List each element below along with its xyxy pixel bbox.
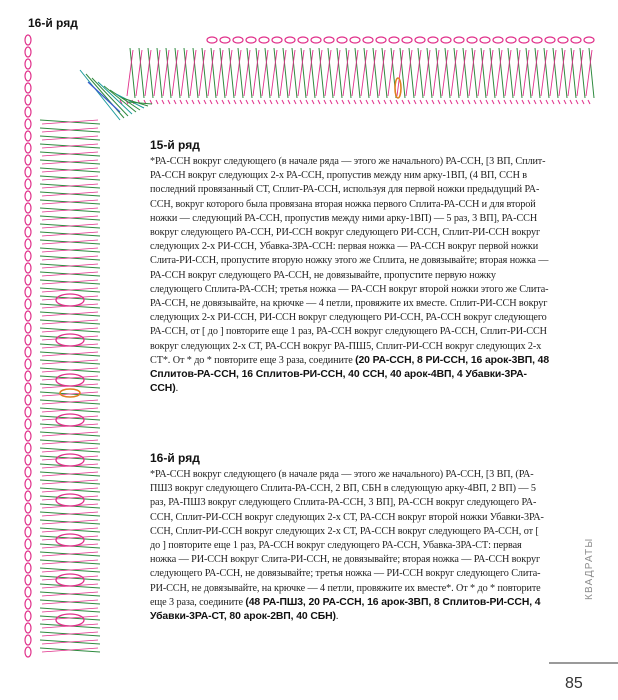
chain-stitch-symbol: [25, 359, 31, 369]
stitch-symbol: [354, 100, 356, 104]
chain-stitch-symbol: [25, 119, 31, 129]
stitch-symbol: [552, 100, 554, 104]
chain-stitch-symbol: [207, 37, 217, 43]
chain-stitch-symbol: [25, 479, 31, 489]
stitch-symbol: [168, 100, 170, 104]
chain-stitch-symbol: [25, 443, 31, 453]
chain-stitch-symbol: [493, 37, 503, 43]
stitch-symbol: [216, 100, 218, 104]
chain-stitch-symbol: [25, 539, 31, 549]
page-number-bar: [549, 662, 618, 664]
row-15-section: [150, 138, 550, 396]
chain-stitch-symbol: [402, 37, 412, 43]
row-16-title: 16-й ряд: [150, 451, 200, 465]
stitch-symbol: [462, 100, 464, 104]
chain-stitch-symbol: [25, 635, 31, 645]
chain-stitch-symbol: [25, 227, 31, 237]
stitch-symbol: [390, 100, 392, 104]
chain-stitch-symbol: [25, 419, 31, 429]
stitch-symbol: [228, 100, 230, 104]
chain-stitch-symbol: [25, 467, 31, 477]
page-number: 85: [565, 675, 583, 692]
cluster-stitch-symbol: [56, 534, 84, 546]
chain-stitch-symbol: [25, 587, 31, 597]
stitch-symbol: [162, 100, 164, 104]
stitch-symbol: [558, 100, 560, 104]
chain-stitch-symbol: [25, 575, 31, 585]
stitch-symbol: [402, 100, 404, 104]
chain-stitch-symbol: [25, 83, 31, 93]
stitch-symbol: [438, 100, 440, 104]
stitch-symbol: [546, 100, 548, 104]
stitch-symbol: [306, 100, 308, 104]
chain-stitch-symbol: [25, 179, 31, 189]
chain-stitch-symbol: [519, 37, 529, 43]
chain-stitch-symbol: [25, 59, 31, 69]
stitch-symbol: [318, 100, 320, 104]
stitch-symbol: [282, 100, 284, 104]
stitch-symbol: [366, 100, 368, 104]
stitch-symbol: [240, 100, 242, 104]
stitch-symbol: [576, 100, 578, 104]
chain-stitch-symbol: [25, 431, 31, 441]
stitch-symbol: [246, 100, 248, 104]
stitch-symbol: [204, 100, 206, 104]
stitch-symbol: [270, 100, 272, 104]
chain-stitch-symbol: [272, 37, 282, 43]
stitch-symbol: [510, 100, 512, 104]
chain-stitch-symbol: [25, 251, 31, 261]
chain-stitch-symbol: [25, 323, 31, 333]
stitch-symbol: [522, 100, 524, 104]
chain-stitch-symbol: [454, 37, 464, 43]
stitch-symbol: [300, 100, 302, 104]
chain-stitch-symbol: [467, 37, 477, 43]
stitch-symbol: [288, 100, 290, 104]
stitch-symbol: [384, 100, 386, 104]
stitch-symbol: [276, 100, 278, 104]
stitch-symbol: [264, 100, 266, 104]
stitch-symbol: [378, 100, 380, 104]
cluster-stitch-symbol: [56, 414, 84, 426]
chain-stitch-symbol: [25, 563, 31, 573]
stitch-symbol: [360, 100, 362, 104]
row-15-instructions: [150, 155, 550, 396]
stitch-symbol: [80, 70, 120, 120]
chain-stitch-symbol: [389, 37, 399, 43]
stitch-symbol: [180, 100, 182, 104]
stitch-symbol: [348, 100, 350, 104]
stitch-symbol: [98, 82, 132, 114]
chain-stitch-symbol: [350, 37, 360, 43]
chain-stitch-symbol: [25, 275, 31, 285]
stitch-symbol: [336, 100, 338, 104]
row-16-text: *РА-ССН вокруг следующего (в начале ряда — этого же начального) РА-ССН, [3 ВП, (РА-ПШ3 вокруг следующего Сплита-РА-ССН, 2 ВП, СБН в следующую арку-4ВП, 2 ВП) — 5 раз, РА-ПШ3 вокруг следующего Сплита-РА-ССН, 3 ВП], РА-ССН вокруг следующего РА-ССН, Сплит-РИ-ССН вокруг следующих 2-х СТ, РА-ССН вокруг второй ножки Убавки-3РА-ССН, Сплит-РИ-ССН вокруг следующих 2-х СТ, РА-ССН вокруг следующего РА-ССН, от [ до ] повторите еще 1 раз, РА-ССН вокруг следующего РА-ССН, Убавка-3РА-СТ: первая ножка — РИ-ССН вокруг Слита-РИ-ССН, не довязывайте; вторая ножка — РА-ССН вокруг следующего РА-ССН, не довязывайте; третья ножка — РИ-ССН вокруг следующего Слита-РИ-ССН, не довязывайте, на крючке — 4 петли, провяжите их вместе*. От * до * повторите еще 3 раза, соедините: [150, 469, 544, 608]
row-16-header: 16-й ряд: [28, 16, 78, 30]
chain-stitch-symbol: [441, 37, 451, 43]
chain-stitch-symbol: [363, 37, 373, 43]
stitch-symbol: [486, 100, 488, 104]
stitch-symbol: [342, 100, 344, 104]
stitch-symbol: [294, 100, 296, 104]
chain-stitch-symbol: [25, 287, 31, 297]
stitch-symbol: [414, 100, 416, 104]
stitch-symbol: [480, 100, 482, 104]
stitch-symbol: [498, 100, 500, 104]
chain-stitch-symbol: [25, 215, 31, 225]
chain-stitch-symbol: [25, 311, 31, 321]
row-15-end: .: [175, 383, 179, 395]
stitch-symbol: [516, 100, 518, 104]
stitch-symbol: [122, 98, 148, 106]
stitch-symbol: [324, 100, 326, 104]
stitch-symbol: [456, 100, 458, 104]
stitch-symbol: [198, 100, 200, 104]
cluster-stitch-symbol: [56, 294, 84, 306]
chain-stitch-symbol: [532, 37, 542, 43]
chain-stitch-symbol: [25, 299, 31, 309]
chain-stitch-symbol: [25, 623, 31, 633]
row-16-summary: (48 РА-ПШ3, 20 РА-ССН, 16 арок-3ВП, 8 Сплитов-РИ-ССН, 4 Убавки-3РА-СТ, 80 арок-2ВП, 40 СБН): [150, 596, 541, 623]
stitch-symbol: [588, 100, 590, 104]
cluster-stitch-symbol: [56, 494, 84, 506]
stitch-symbol: [330, 100, 332, 104]
chain-stitch-symbol: [584, 37, 594, 43]
cluster-stitch-symbol: [56, 374, 84, 386]
chain-stitch-symbol: [25, 155, 31, 165]
chain-stitch-symbol: [246, 37, 256, 43]
row-16-instructions: [150, 468, 550, 624]
chain-stitch-symbol: [25, 107, 31, 117]
row-15-summary: (20 РА-ССН, 8 РИ-ССН, 16 арок-3ВП, 48 Сплитов-РА-ССН, 16 Сплитов-РИ-ССН, 40 ССН, 40 арок-4ВП, 4 Убавки-3РА-ССН): [150, 354, 550, 395]
chain-stitch-symbol: [311, 37, 321, 43]
stitch-symbol: [570, 100, 572, 104]
chain-stitch-symbol: [428, 37, 438, 43]
stitch-symbol: [234, 100, 236, 104]
stitch-symbol: [372, 100, 374, 104]
stitch-symbol: [210, 100, 212, 104]
chain-stitch-symbol: [25, 407, 31, 417]
stitch-symbol: [258, 100, 260, 104]
chain-stitch-symbol: [25, 551, 31, 561]
stitch-symbol: [186, 100, 188, 104]
stitch-symbol: [504, 100, 506, 104]
chain-stitch-symbol: [233, 37, 243, 43]
row-16-section: [150, 451, 550, 624]
chain-stitch-symbol: [25, 239, 31, 249]
chain-stitch-symbol: [25, 503, 31, 513]
stitch-symbol: [450, 100, 452, 104]
cluster-stitch-symbol: [56, 614, 84, 626]
chain-stitch-symbol: [25, 143, 31, 153]
stitch-symbol: [492, 100, 494, 104]
chain-stitch-symbol: [25, 47, 31, 57]
stitch-symbol: [192, 100, 194, 104]
chain-stitch-symbol: [376, 37, 386, 43]
stitch-symbol: [156, 100, 158, 104]
chain-stitch-symbol: [480, 37, 490, 43]
chain-stitch-symbol: [25, 263, 31, 273]
row-16-end: .: [335, 611, 339, 623]
chain-stitch-symbol: [25, 167, 31, 177]
stitch-symbol: [174, 100, 176, 104]
chain-stitch-symbol: [25, 347, 31, 357]
chain-stitch-symbol: [25, 515, 31, 525]
chain-stitch-symbol: [25, 95, 31, 105]
row-15-text: *РА-ССН вокруг следующего (в начале ряда — этого же начального) РА-ССН, [3 ВП, Сплит-РА-ССН вокруг следующих 2-х РА-ССН, пропустив между ним арку-1ВП, (4 ВП, ССН в последний провязанный СТ, Сплит-РА-ССН, используя для первой ножки предыдущий РА-ССН, вокруг которого была провязана вторая ножка первого Сплита-РА-ССН и для второй ножки — следующий РА-ССН, пропустив между ними арку-1ВП) — 5 раз, 3 ВП], РА-ССН вокруг следующего РА-ССН, РИ-ССН вокруг следующего РИ-ССН, Сплит-РИ-ССН вокруг следующих 2-х РИ-ССН, Убавка-3РА-ССН: первая ножка — РА-ССН вокруг первой ножки Слита-РИ-ССН, пропустите вторую ножку этого же Сплита, не довязывайте; вторая ножка — РА-ССН вокруг следующего РА-ССН, не довязывайте, пропустите первую ножку следующего Сплита-РА-ССН; третья ножка — РА-ССН вокруг второй ножки этого же Слита-РА-ССН, не довязывайте, на крючке — 4 петли, провяжите их вместе. Сплит-РИ-ССН вокруг следующих 2-х РИ-ССН, РИ-ССН вокруг следующего РИ-ССН, РА-ССН вокруг следующего РА-ССН, от [ до ] повторите еще 1 раз, РА-ССН вокруг следующего РА-ССН, Сплит-РИ-ССН вокруг следующих 2-х СТ, РА-ССН вокруг РА-ПШ5, Сплит-РИ-ССН вокруг следующих 2-х СТ*. От * до * повторите еще 3 раза, соедините: [150, 156, 549, 366]
cluster-stitch-symbol: [56, 454, 84, 466]
stitch-symbol: [408, 100, 410, 104]
chain-stitch-symbol: [25, 611, 31, 621]
row-15-title: 15-й ряд: [150, 138, 200, 152]
chain-stitch-symbol: [25, 71, 31, 81]
chain-stitch-symbol: [25, 35, 31, 45]
stitch-symbol: [528, 100, 530, 104]
chapter-side-label: КВАДРАТЫ: [584, 537, 595, 600]
stitch-symbol: [222, 100, 224, 104]
stitch-symbol: [444, 100, 446, 104]
chain-stitch-symbol: [220, 37, 230, 43]
stitch-symbol: [474, 100, 476, 104]
chain-stitch-symbol: [285, 37, 295, 43]
stitch-symbol: [534, 100, 536, 104]
cluster-stitch-symbol: [56, 334, 84, 346]
chain-stitch-symbol: [324, 37, 334, 43]
stitch-symbol: [396, 100, 398, 104]
stitch-symbol: [582, 100, 584, 104]
chain-stitch-symbol: [25, 203, 31, 213]
cluster-stitch-symbol: [60, 389, 80, 397]
chain-stitch-symbol: [25, 131, 31, 141]
stitch-symbol: [312, 100, 314, 104]
chain-stitch-symbol: [25, 335, 31, 345]
chain-stitch-symbol: [25, 371, 31, 381]
stitch-symbol: [468, 100, 470, 104]
chain-stitch-symbol: [25, 383, 31, 393]
stitch-symbol: [252, 100, 254, 104]
cluster-stitch-symbol: [56, 574, 84, 586]
chain-stitch-symbol: [506, 37, 516, 43]
chain-stitch-symbol: [337, 37, 347, 43]
stitch-symbol: [426, 100, 428, 104]
chain-stitch-symbol: [571, 37, 581, 43]
chain-stitch-symbol: [558, 37, 568, 43]
chain-stitch-symbol: [545, 37, 555, 43]
chain-stitch-symbol: [25, 599, 31, 609]
stitch-symbol: [432, 100, 434, 104]
chain-stitch-symbol: [25, 455, 31, 465]
stitch-symbol: [564, 100, 566, 104]
stitch-symbol: [540, 100, 542, 104]
chain-stitch-symbol: [25, 491, 31, 501]
chain-stitch-symbol: [298, 37, 308, 43]
chain-stitch-symbol: [25, 647, 31, 657]
chain-stitch-symbol: [25, 395, 31, 405]
chain-stitch-symbol: [25, 191, 31, 201]
chain-stitch-symbol: [259, 37, 269, 43]
chain-stitch-symbol: [415, 37, 425, 43]
stitch-symbol: [420, 100, 422, 104]
chain-stitch-symbol: [25, 527, 31, 537]
